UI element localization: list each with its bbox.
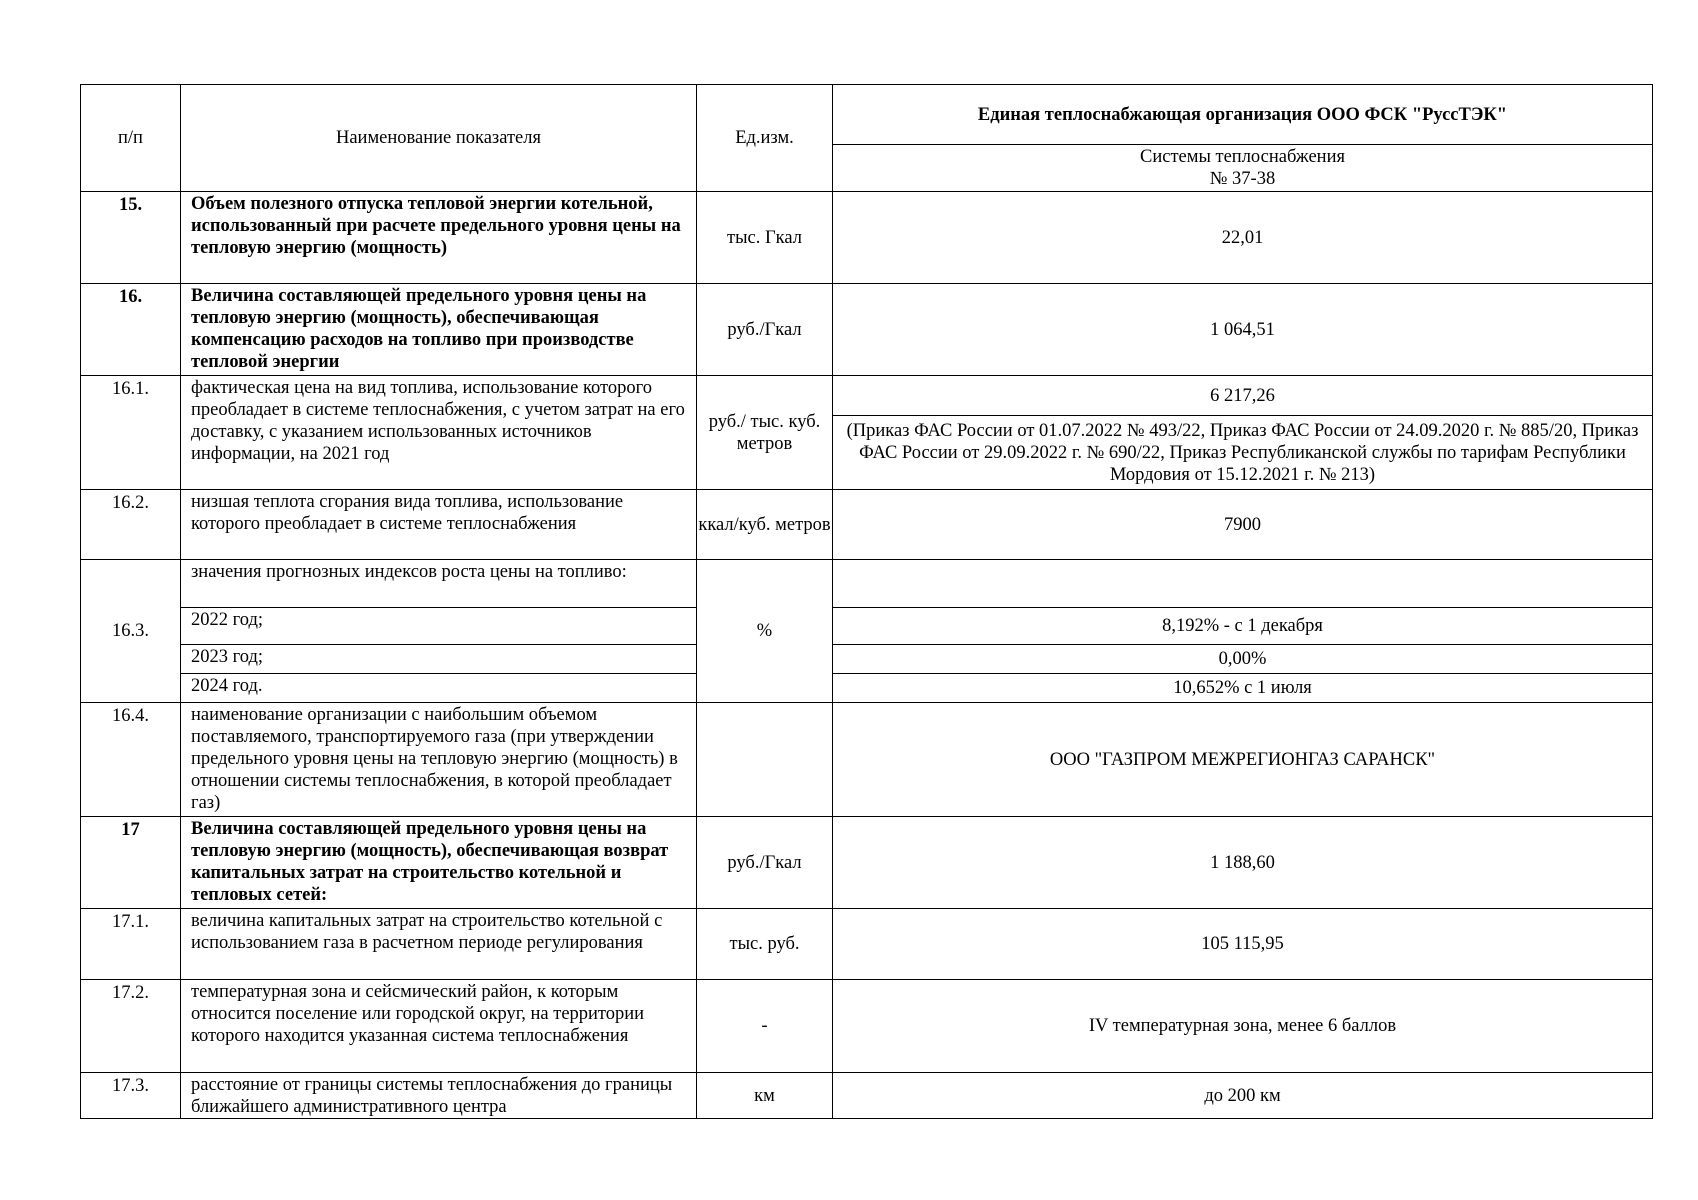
table-row	[81, 560, 1653, 608]
subrow-value: 10,652% с 1 июля	[833, 674, 1653, 703]
row-name: низшая теплота сгорания вида топлива, использование которого преобладает в системе теплоснабжения	[181, 490, 697, 560]
header-num: п/п	[81, 85, 181, 192]
row-unit: тыс. руб.	[697, 909, 833, 980]
row-value: 22,01	[833, 192, 1653, 284]
table-subrow	[81, 645, 1653, 674]
table-row	[81, 284, 1653, 376]
row-unit: %	[697, 560, 833, 703]
row-value: 1 188,60	[833, 817, 1653, 909]
row-name: значения прогнозных индексов роста цены на топливо:	[181, 560, 697, 608]
row-value	[833, 560, 1653, 608]
subrow-label: 2022 год;	[181, 608, 697, 645]
table-subrow	[81, 608, 1653, 645]
row-number: 16.1.	[81, 376, 181, 490]
table-row	[81, 192, 1653, 284]
table-row	[81, 376, 1653, 416]
row-unit: км	[697, 1073, 833, 1119]
header-row	[81, 85, 1653, 145]
row-value: 1 064,51	[833, 284, 1653, 376]
table-row	[81, 909, 1653, 980]
row-name: расстояние от границы системы теплоснабжения до границы ближайшего административного центра	[181, 1073, 697, 1119]
row-value: до 200 км	[833, 1073, 1653, 1119]
row-unit	[697, 703, 833, 817]
row-unit: ккал/куб. метров	[697, 490, 833, 560]
row-name: температурная зона и сейсмический район, к которым относится поселение или городской округ, на территории которого находится указанная система теплоснабжения	[181, 980, 697, 1073]
header-systems-number: № 37-38	[1209, 169, 1276, 189]
row-number: 16.2.	[81, 490, 181, 560]
row-number: 17.3.	[81, 1073, 181, 1119]
row-unit: руб./Гкал	[697, 817, 833, 909]
table-row	[81, 1073, 1653, 1119]
table-subrow	[81, 674, 1653, 703]
row-name: наименование организации с наибольшим объемом поставляемого, транспортируемого газа (при утверждении предельного уровня цены на тепловую энергию (мощность) в отношении системы теплоснабжения, в которой преобладает газ)	[181, 703, 697, 817]
row-name: Объем полезного отпуска тепловой энергии котельной, использованный при расчете предельного уровня цены на тепловую энергию (мощность)	[181, 192, 697, 284]
header-systems-title: Системы теплоснабжения	[1140, 147, 1345, 167]
row-value: 6 217,26	[833, 376, 1653, 416]
row-name: величина капитальных затрат на строительство котельной с использованием газа в расчетном периоде регулирования	[181, 909, 697, 980]
header-name: Наименование показателя	[181, 85, 697, 192]
header-organization: Единая теплоснабжающая организация ООО ФСК "РуссТЭК"	[833, 85, 1653, 145]
subrow-label: 2024 год.	[181, 674, 697, 703]
row-number: 17.1.	[81, 909, 181, 980]
row-name: Величина составляющей предельного уровня цены на тепловую энергию (мощность), обеспечивающая компенсацию расходов на топливо при производстве тепловой энергии	[181, 284, 697, 376]
table-row	[81, 703, 1653, 817]
row-number: 15.	[81, 192, 181, 284]
row-number: 16.4.	[81, 703, 181, 817]
row-name: фактическая цена на вид топлива, использование которого преобладает в системе теплоснабжения, с учетом затрат на его доставку, с указанием использованных источников информации, на 2021 год	[181, 376, 697, 490]
row-number: 17.2.	[81, 980, 181, 1073]
row-number: 16.3.	[81, 560, 181, 703]
header-unit: Ед.изм.	[697, 85, 833, 192]
row-name: Величина составляющей предельного уровня цены на тепловую энергию (мощность), обеспечивающая возврат капитальных затрат на строительство котельной и тепловых сетей:	[181, 817, 697, 909]
subrow-label: 2023 год;	[181, 645, 697, 674]
row-value: IV температурная зона, менее 6 баллов	[833, 980, 1653, 1073]
row-value: ООО "ГАЗПРОМ МЕЖРЕГИОНГАЗ САРАНСК"	[833, 703, 1653, 817]
row-unit: тыс. Гкал	[697, 192, 833, 284]
table-row	[81, 490, 1653, 560]
row-value: 105 115,95	[833, 909, 1653, 980]
row-unit: -	[697, 980, 833, 1073]
row-unit: руб./ тыс. куб. метров	[697, 376, 833, 490]
table-row	[81, 817, 1653, 909]
header-systems	[833, 145, 1653, 192]
subrow-value: 8,192% - с 1 декабря	[833, 608, 1653, 645]
table-row	[81, 980, 1653, 1073]
subrow-value: 0,00%	[833, 645, 1653, 674]
row-unit: руб./Гкал	[697, 284, 833, 376]
row-value: 7900	[833, 490, 1653, 560]
row-number: 16.	[81, 284, 181, 376]
tariff-table	[80, 84, 1653, 1119]
row-number: 17	[81, 817, 181, 909]
row-source: (Приказ ФАС России от 01.07.2022 № 493/22, Приказ ФАС России от 24.09.2020 г. № 885/20, Приказ ФАС России от 29.09.2022 г. № 690/22, Приказ Республиканской службы по тарифам Республики Мордовия от 15.12.2021 г. № 213)	[833, 416, 1653, 490]
